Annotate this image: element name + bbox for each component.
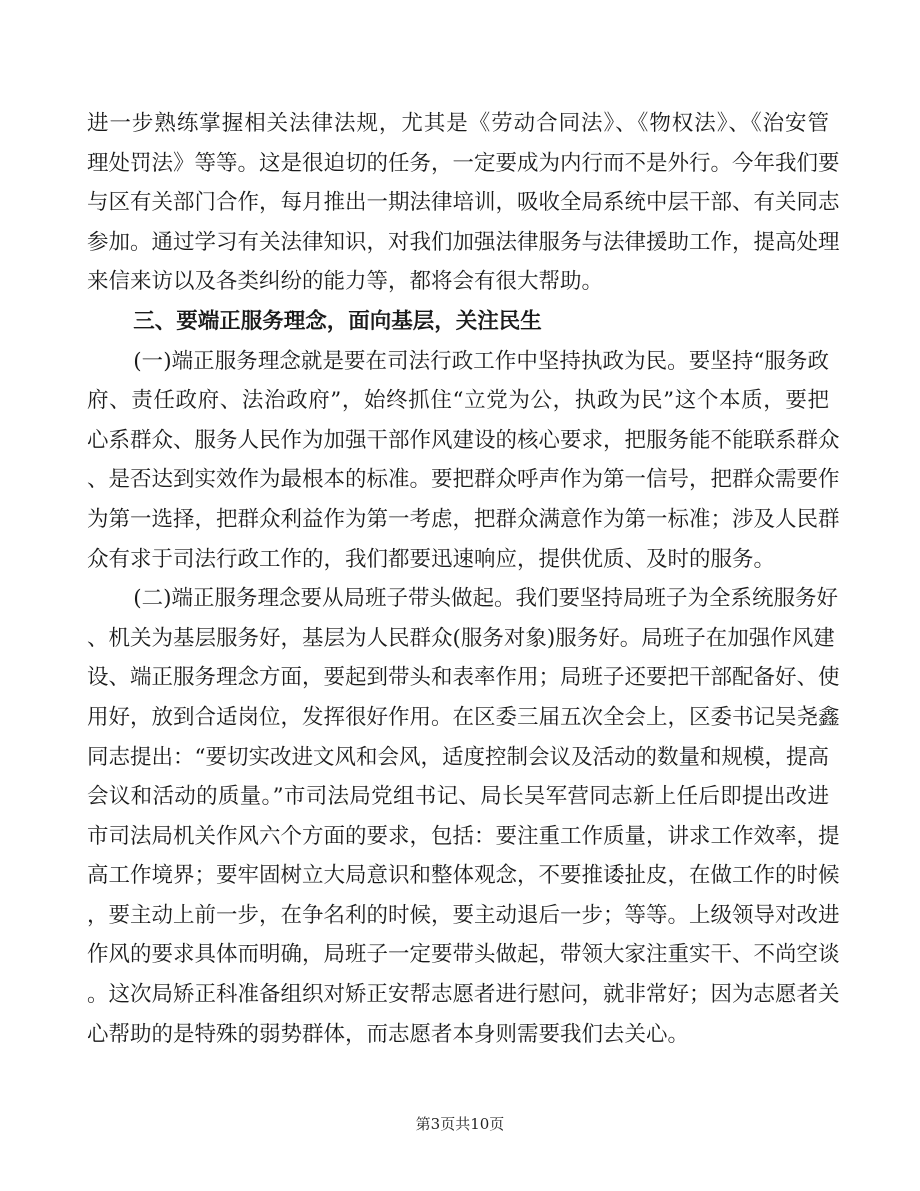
- text-line: 与区有关部门合作，每月推出一期法律培训，吸收全局系统中层干部、有关同志: [87, 190, 840, 216]
- text-line: 会议和活动的质量。”市司法局党组书记、局长吴军营同志新上任后即提出改进: [87, 784, 829, 810]
- document-body: [87, 104, 840, 1054]
- text-line: 。这次局矫正科准备组织对矫正安帮志愿者进行慰问，就非常好；因为志愿者关: [87, 982, 840, 1008]
- section-heading: 三、要端正服务理念，面向基层，关注民生: [133, 308, 542, 334]
- text-line: 心帮助的是特殊的弱势群体，而志愿者本身则需要我们去关心。: [87, 1021, 690, 1047]
- text-line: 设、端正服务理念方面，要起到带头和表率作用；局班子还要把干部配备好、使: [87, 665, 840, 691]
- text-line: 众有求于司法行政工作的，我们都要迅速响应，提供优质、及时的服务。: [87, 546, 776, 572]
- text-line: 市司法局机关作风六个方面的要求，包括：要注重工作质量，讲求工作效率，提: [87, 823, 840, 849]
- text-line: 、机关为基层服务好，基层为人民群众(服务对象)服务好。局班子在加强作风建: [87, 625, 835, 651]
- page-number: 第3页共10页: [415, 1115, 505, 1133]
- text-line: 来信来访以及各类纠纷的能力等，都将会有很大帮助。: [87, 269, 604, 295]
- text-line: ，要主动上前一步，在争名利的时候，要主动退后一步；等等。上级领导对改进: [87, 902, 840, 928]
- text-line: 同志提出：“要切实改进文风和会风，适度控制会议及活动的数量和规模，提高: [87, 744, 829, 770]
- text-line: 用好，放到合适岗位，发挥很好作用。在区委三届五次全会上，区委书记吴尧鑫: [87, 704, 840, 730]
- text-line: (一)端正服务理念就是要在司法行政工作中坚持执政为民。要坚持“服务政: [133, 348, 829, 374]
- text-line: 理处罚法》等等。这是很迫切的任务，一定要成为内行而不是外行。今年我们要: [87, 150, 840, 176]
- text-line: 心系群众、服务人民作为加强干部作风建设的核心要求，把服务能不能联系群众: [87, 427, 840, 453]
- text-line: 、是否达到实效作为最根本的标准。要把群众呼声作为第一信号，把群众需要作: [87, 467, 840, 493]
- text-line: 作风的要求具体而明确，局班子一定要带头做起，带领大家注重实干、不尚空谈: [87, 942, 840, 968]
- text-line: 高工作境界；要牢固树立大局意识和整体观念，不要推诿扯皮，在做工作的时候: [87, 863, 840, 889]
- text-line: 为第一选择，把群众利益作为第一考虑，把群众满意作为第一标准；涉及人民群: [87, 506, 840, 532]
- text-line: 参加。通过学习有关法律知识，对我们加强法律服务与法律援助工作，提高处理: [87, 229, 840, 255]
- text-line: 府、责任政府、法治政府”，始终抓住“立党为公，执政为民”这个本质，要把: [87, 388, 829, 414]
- text-line: (二)端正服务理念要从局班子带头做起。我们要坚持局班子为全系统服务好: [133, 586, 838, 612]
- text-line: 进一步熟练掌握相关法律法规，尤其是《劳动合同法》、《物权法》、《治安管: [87, 111, 829, 136]
